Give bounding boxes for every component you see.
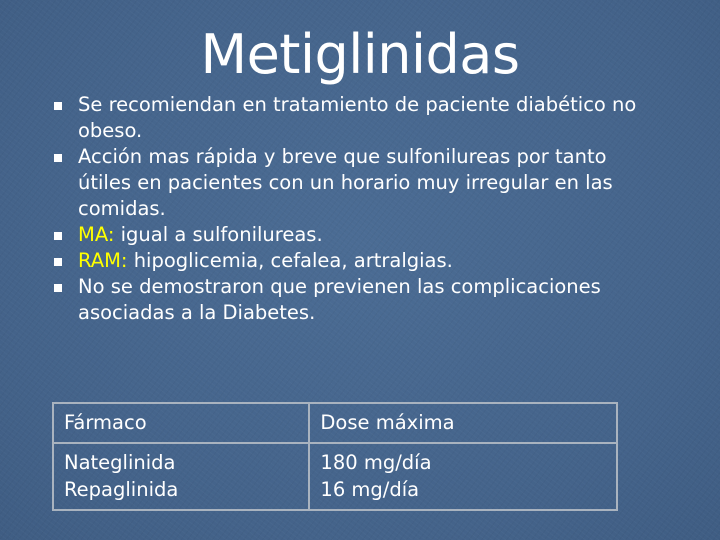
bullet-text: hipoglicemia, cefalea, artralgias.: [127, 249, 453, 272]
square-bullet-icon: [54, 284, 62, 292]
bullet-label-ma: MA:: [78, 223, 115, 246]
header-farmaco: Fármaco: [53, 403, 309, 443]
bullet-text: Se recomiendan en tratamiento de paciente diabético no obeso.: [78, 93, 637, 142]
bullet-item: [48, 248, 648, 274]
square-bullet-icon: [54, 102, 62, 110]
bullet-item: [48, 144, 648, 222]
bullet-item: [48, 274, 648, 326]
bullet-label-ram: RAM:: [78, 249, 128, 272]
header-dose-maxima: Dose máxima: [309, 403, 617, 443]
drug-doses-cell: [309, 443, 617, 510]
table-row: [53, 443, 617, 510]
bullet-text: Acción mas rápida y breve que sulfonilureas por tanto útiles en pacientes con un horario muy irregular en las comidas.: [78, 145, 613, 220]
square-bullet-icon: [54, 258, 62, 266]
bullet-text: igual a sulfonilureas.: [114, 223, 323, 246]
drug-dose: 180 mg/día: [320, 451, 432, 474]
drug-dose: 16 mg/día: [320, 478, 420, 501]
bullet-item: [48, 92, 648, 144]
slide-title: Metiglinidas: [200, 23, 520, 86]
dosage-table: [52, 402, 618, 511]
square-bullet-icon: [54, 154, 62, 162]
bullet-item: [48, 222, 648, 248]
table-header-row: [53, 403, 617, 443]
bullet-list: [48, 92, 648, 326]
drug-names-cell: [53, 443, 309, 510]
drug-name: Nateglinida: [64, 451, 176, 474]
bullet-text: No se demostraron que previenen las complicaciones asociadas a la Diabetes.: [78, 275, 601, 324]
drug-name: Repaglinida: [64, 478, 179, 501]
square-bullet-icon: [54, 232, 62, 240]
